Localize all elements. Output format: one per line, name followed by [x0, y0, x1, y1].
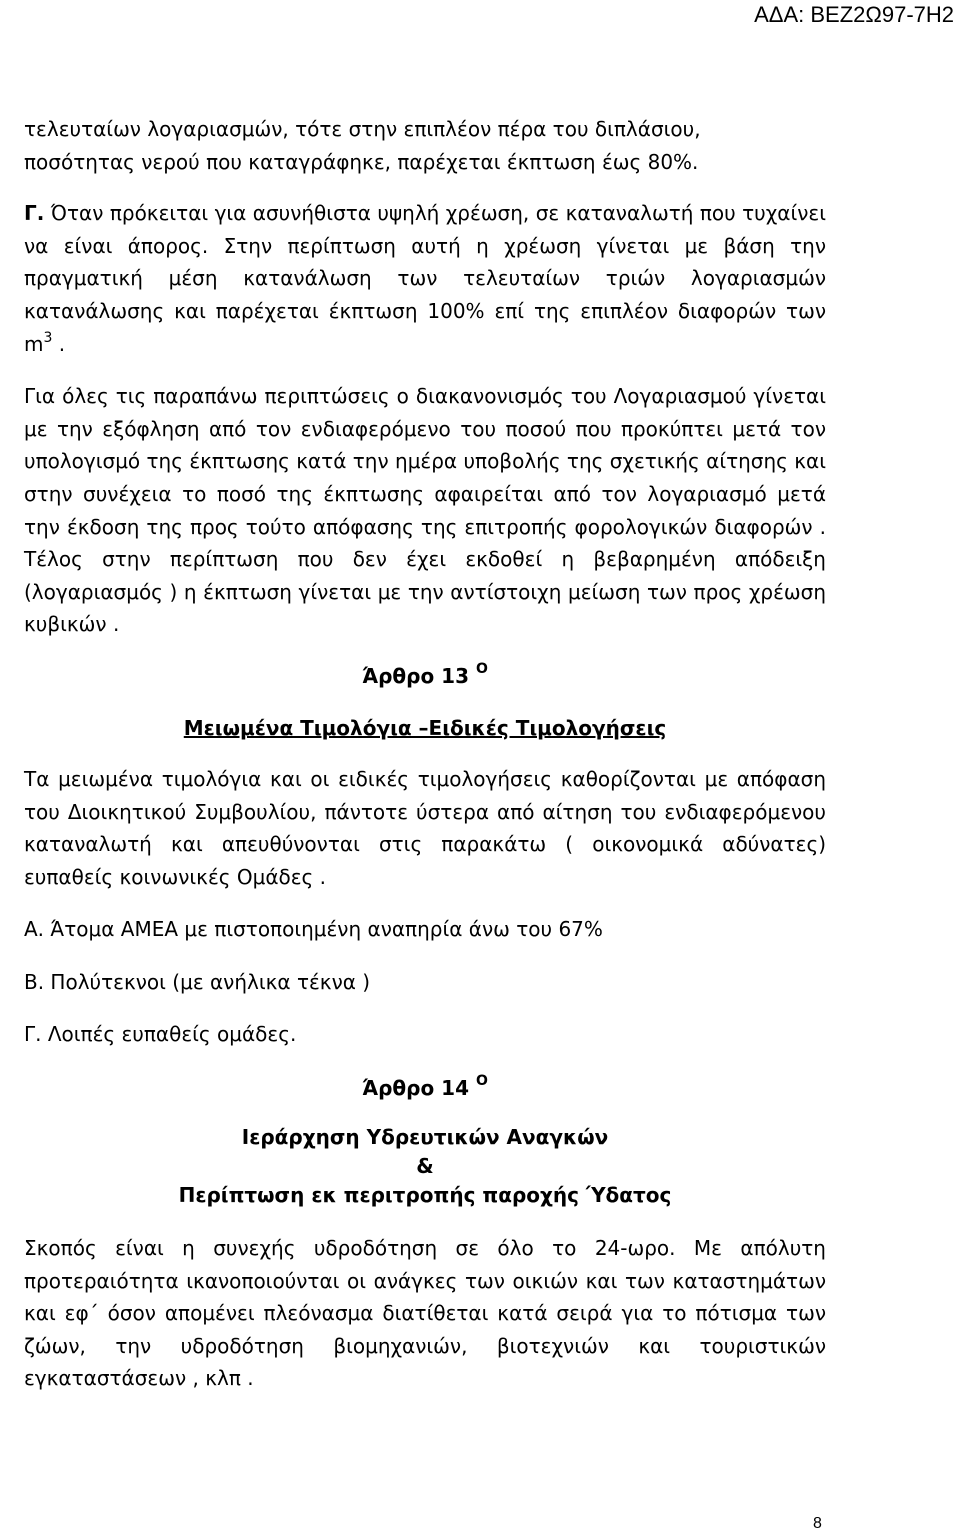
- article-14-subtitle-line-3: Περίπτωση εκ περιτροπής παροχής Ύδατος: [178, 1183, 672, 1208]
- section-g-label: Γ.: [24, 201, 45, 226]
- all-cases-paragraph: Για όλες τις παραπάνω περιπτώσεις ο διακανονισμός του Λογαριασμού γίνεται με την εξόφληση από τον ενδιαφερόμενο του ποσού που προκύπτει μετά τον υπολογισμό της έκπτωσης κατά την ημέρα υποβολής της σχετικής αίτησης και στην συνέχεια το ποσό της έκπτωσης αφαιρείται από τον λογαριασμό μετά την έκδοση της προς τούτο απόφασης της επιτροπής φορολογικών διαφορών . Τέλος στην περίπτωση που δεν έχει εκδοθεί η βεβαρημένη απόδειξη (λογαριασμός ) η έκπτωση γίνεται με την αντίστοιχη μείωση των προς χρέωση κυβικών .: [24, 384, 826, 637]
- continuation-line-1: τελευταίων λογαριασμών, τότε στην επιπλέον πέρα του διπλάσιου,: [24, 117, 701, 141]
- article-13-title: [24, 660, 826, 692]
- section-g-text-end: .: [52, 331, 66, 356]
- article-13-title-sup: Ο: [475, 660, 488, 677]
- ada-code: ΑΔΑ: ΒΕΖ2Ω97-7Η2: [754, 2, 954, 27]
- section-g-text: Όταν πρόκειται για ασυνήθιστα υψηλή χρέωση, σε καταναλωτή που τυχαίνει να είναι άπορος. Στην περίπτωση αυτή η χρέωση γίνεται με βάση την πραγματική μέση κατανάλωση των τελευταίων τριών λογαριασμών κατανάλωσης και παρέχεται έκπτωση 100% επί της επιπλέον διαφορών των m: [24, 201, 826, 356]
- article-14-body: Σκοπός είναι η συνεχής υδροδότηση σε όλο το 24-ωρο. Με απόλυτη προτεραιότητα ικανοποιούνται οι ανάγκες των οικιών και των καταστημάτων και εφ΄ όσον απομένει πλεόνασμα διατίθεται κατά σειρά για το πότισμα των ζώων, την υδροδότηση βιομηχανιών, βιοτεχνιών και τουριστικών εγκαταστάσεων , κλπ .: [24, 1236, 826, 1391]
- list-item-b: Β. Πολύτεκνοι (με ανήλικα τέκνα ): [24, 969, 371, 994]
- article-13-title-text: Άρθρο 13: [362, 663, 469, 688]
- cubic-superscript: 3: [43, 329, 53, 346]
- article-14-title-sup: Ο: [475, 1073, 488, 1090]
- article-14-title-text: Άρθρο 14: [362, 1076, 469, 1101]
- article-14-subtitle-ampersand: &: [416, 1154, 434, 1179]
- list-item-a: Α. Άτομα ΑΜΕΑ με πιστοποιημένη αναπηρία άνω του 67%: [24, 917, 603, 942]
- article-14-subtitle-line-1: Ιεράρχηση Υδρευτικών Αναγκών: [241, 1125, 609, 1150]
- section-g-paragraph: [24, 197, 826, 360]
- list-item-c: Γ. Λοιπές ευπαθείς ομάδες.: [24, 1022, 297, 1047]
- continuation-line-2: ποσότητας νερού που καταγράφηκε, παρέχεται έκπτωση έως 80%.: [24, 149, 699, 174]
- article-13-subtitle-text: Μειωμένα Τιμολόγια –Ειδικές Τιμολογήσεις: [183, 715, 667, 740]
- document-body: [24, 113, 826, 1395]
- article-13-body: Τα μειωμένα τιμολόγια και οι ειδικές τιμολογήσεις καθορίζονται με απόφαση του Διοικητικού Συμβουλίου, πάντοτε ύστερα από αίτηση του ενδιαφερόμενου καταναλωτή και απευθύνονται στις παρακάτω ( οικονομικά αδύνατες) ευπαθείς κοινωνικές Ομάδες .: [24, 766, 826, 889]
- article-14-title: [24, 1072, 826, 1104]
- page-number: 8: [813, 1515, 822, 1532]
- article-13-subtitle: [24, 712, 826, 744]
